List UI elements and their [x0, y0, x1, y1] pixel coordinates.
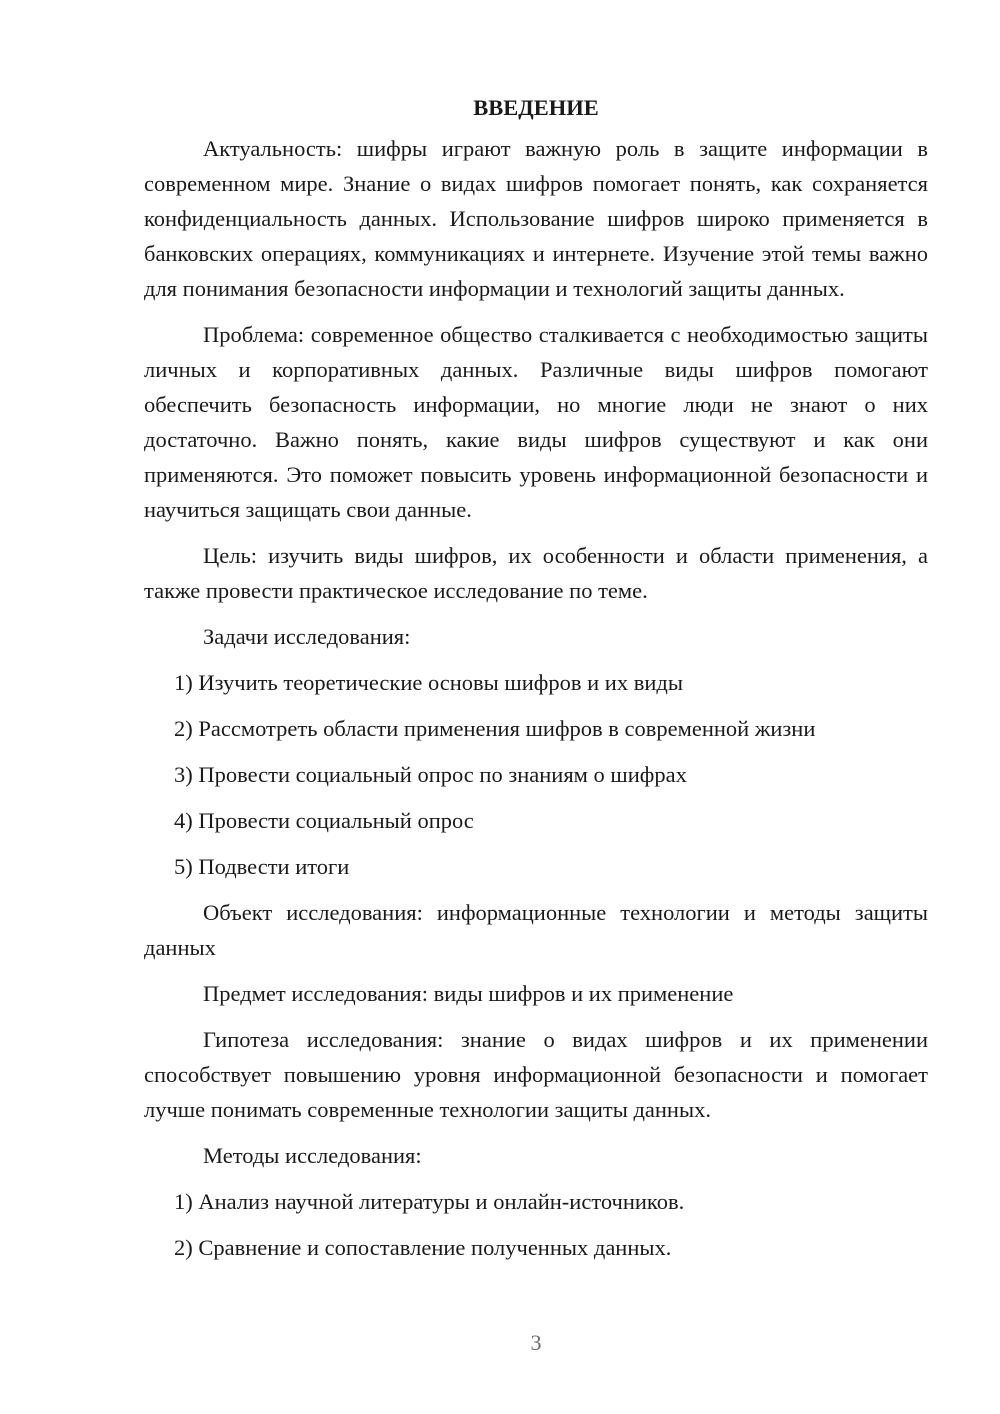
problem-paragraph: Проблема: современное общество сталкивается с необходимостью защиты личных и корпоративных данных. Различные виды шифров помогают обеспечить безопасность информации, но многие люди не знают о них достаточно. Важно понять, какие виды шифров существуют и как они применяются. Это поможет повысить уровень информационной безопасности и научиться защищать свои данные.: [144, 322, 928, 522]
page-number: 3: [530, 1330, 542, 1355]
list-item: 1) Изучить теоретические основы шифров и их виды: [174, 670, 683, 695]
object-paragraph: Объект исследования: информационные технологии и методы защиты данных: [144, 900, 928, 960]
hypothesis-paragraph: Гипотеза исследования: знание о видах шифров и их применении способствует повышению уровня информационной безопасности и помогает лучше понимать современные технологии защиты данных.: [144, 1027, 928, 1122]
tasks-heading: Задачи исследования:: [203, 624, 411, 649]
list-item: 2) Сравнение и сопоставление полученных данных.: [174, 1235, 672, 1260]
section-title: ВВЕДЕНИЕ: [473, 95, 599, 120]
list-item: 3) Провести социальный опрос по знаниям о шифрах: [174, 762, 687, 787]
list-item: 4) Провести социальный опрос: [174, 808, 474, 833]
relevance-paragraph: Актуальность: шифры играют важную роль в защите информации в современном мире. Знание о видах шифров помогает понять, как сохраняется конфиденциальность данных. Использование шифров широко применяется в банковских операциях, коммуникациях и интернете. Изучение этой темы важно для понимания безопасности информации и технологий защиты данных.: [144, 136, 928, 301]
methods-heading: Методы исследования:: [203, 1143, 422, 1168]
methods-list: [144, 1184, 928, 1265]
document-page: [144, 90, 928, 1276]
list-item: 5) Подвести итоги: [174, 854, 350, 879]
list-item: 2) Рассмотреть области применения шифров в современной жизни: [174, 716, 816, 741]
subject-paragraph: Предмет исследования: виды шифров и их применение: [203, 981, 734, 1006]
goal-paragraph: Цель: изучить виды шифров, их особенности и области применения, а также провести практическое исследование по теме.: [144, 543, 928, 603]
tasks-list: [144, 665, 928, 884]
list-item: 1) Анализ научной литературы и онлайн-источников.: [174, 1189, 685, 1214]
